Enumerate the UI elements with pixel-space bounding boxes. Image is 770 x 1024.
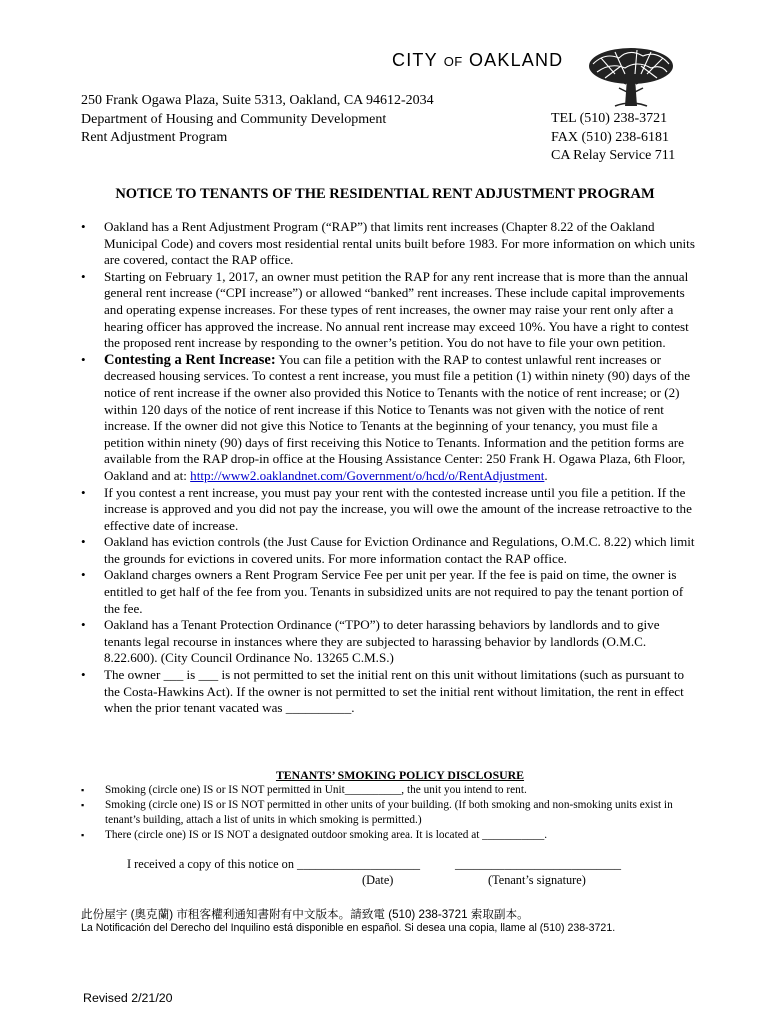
city-of: OF xyxy=(443,54,463,69)
city-of-oakland-title xyxy=(392,50,563,71)
list-item: ▪ Smoking (circle one) IS or IS NOT permitted in Unit__________, the unit you intend to rent. xyxy=(80,783,700,798)
list-item: • Oakland has eviction controls (the Just Cause for Eviction Ordinance and Regulations, O.M.C. 8.22) which limit the grounds for evictions in covered units. For more information contact the RAP office. xyxy=(79,534,695,567)
list-item: • The owner ___ is ___ is not permitted to set the initial rent on this unit without limitations (such as pursuant to the Costa-Hawkins Act). If the owner is not permitted to set the initial rent without limitation, the rent in effect when the prior tenant vacated was __________. xyxy=(79,667,695,717)
list-item: • Oakland charges owners a Rent Program Service Fee per unit per year. If the fee is paid on time, the owner is entitled to get half of the fee from you. Tenants in subsidized units are not required to pay the tenant portion of the fee. xyxy=(79,567,695,617)
contesting-lead: Contesting a Rent Increase: xyxy=(104,351,276,368)
contact-block xyxy=(551,110,675,166)
city-prefix: CITY xyxy=(392,50,444,70)
program-line: Rent Adjustment Program xyxy=(81,130,228,145)
signature-line: ___________________________ xyxy=(455,857,622,871)
contesting-body: You can file a petition with the RAP to contest unlawful rent increases or decreased housing services. To contest a rent increase, you must file a petition (1) within ninety (90) days of the notice of rent increase if the owner also provided this Notice to Tenants with the notice of rent increase; or (2) within 120 days of the notice of rent increase if this Notice to Tenants was not given with the notice of rent increase. If the owner did not give this Notice to Tenants at the beginning of your tenancy, you must file a petition within ninety (90) days of first receiving this Notice to Tenants. Information and the petition forms are available from the RAP drop-in office at the Housing Assistance Center: 250 Frank H. Ogawa Plaza, 6th Floor, Oakland and at: xyxy=(104,351,691,483)
contesting-end: . xyxy=(544,467,548,483)
notice-bullet-list xyxy=(79,219,695,717)
rent-adjustment-link[interactable]: http://www2.oaklandnet.com/Government/o/hcd/o/RentAdjustment xyxy=(190,467,545,483)
fax-line: FAX (510) 238-6181 xyxy=(551,129,669,145)
city-suffix: OAKLAND xyxy=(462,50,564,70)
list-item: ▪ Smoking (circle one) IS or IS NOT permitted in other units of your building. (If both smoking and non-smoking units exist in tenant’s building, attach a list of units in which smoking is permitted.) xyxy=(80,798,700,828)
list-item-contesting xyxy=(79,352,695,485)
revision-date: Revised 2/21/20 xyxy=(83,991,173,1005)
list-item: • If you contest a rent increase, you must pay your rent with the contested increase until you file a petition. If the increase is approved and you did not pay the increase, you will owe the amount of the increase retroactive to the effective date of increase. xyxy=(79,485,695,535)
date-label: (Date) xyxy=(362,873,394,887)
list-item: • Starting on February 1, 2017, an owner must petition the RAP for any rent increase that is more than the annual general rent increase (“CPI increase”) or allowed “banked” rent increases. These include capital improvements and operating expense increases. For these types of rent increases, the owner may raise your rent only after a hearing officer has approved the increase. No annual rent increase may exceed 10%. You have a right to contest the proposed rent increase by responding to the owner’s petition. You do not have to file your own petition. xyxy=(79,269,695,352)
smoking-policy-heading: TENANTS’ SMOKING POLICY DISCLOSURE xyxy=(275,768,525,782)
notice-title: NOTICE TO TENANTS OF THE RESIDENTIAL RENT ADJUSTMENT PROGRAM xyxy=(115,186,655,202)
list-item: • Oakland has a Rent Adjustment Program (“RAP”) that limits rent increases (Chapter 8.22 of the Oakland Municipal Code) and covers most residential rental units built before 1983. For more information on which units are covered, contact the RAP office. xyxy=(79,219,695,269)
relay-line: CA Relay Service 711 xyxy=(551,148,676,163)
list-item: • Oakland has a Tenant Protection Ordinance (“TPO”) to deter harassing behaviors by landlords and to give tenants legal recourse in instances where they are subjected to harassing behavior by landlords (O.M.C. 8.22.600). (City Council Ordinance No. 13265 C.M.S.) xyxy=(79,617,695,667)
chinese-version-note: 此份屋宇 (奧克蘭) 市租客權利通知書附有中文版本。請致電 (510) 238-3721 索取副本。 xyxy=(81,908,529,921)
office-address-block xyxy=(81,92,434,148)
receipt-statement: I received a copy of this notice on ____________________ xyxy=(127,857,421,871)
address-line: 250 Frank Ogawa Plaza, Suite 5313, Oakland, CA 94612-2034 xyxy=(81,93,434,108)
tel-line: TEL (510) 238-3721 xyxy=(551,111,668,126)
spanish-version-note: La Notificación del Derecho del Inquilino está disponible en español. Si desea una copia, llame al (510) 238-3721. xyxy=(81,922,616,934)
smoking-policy-list xyxy=(80,783,700,843)
department-line: Department of Housing and Community Development xyxy=(81,111,387,127)
oak-tree-seal-icon xyxy=(585,44,677,110)
signature-label: (Tenant’s signature) xyxy=(488,873,586,887)
list-item: ▪ There (circle one) IS or IS NOT a designated outdoor smoking area. It is located at ___________. xyxy=(80,828,700,843)
